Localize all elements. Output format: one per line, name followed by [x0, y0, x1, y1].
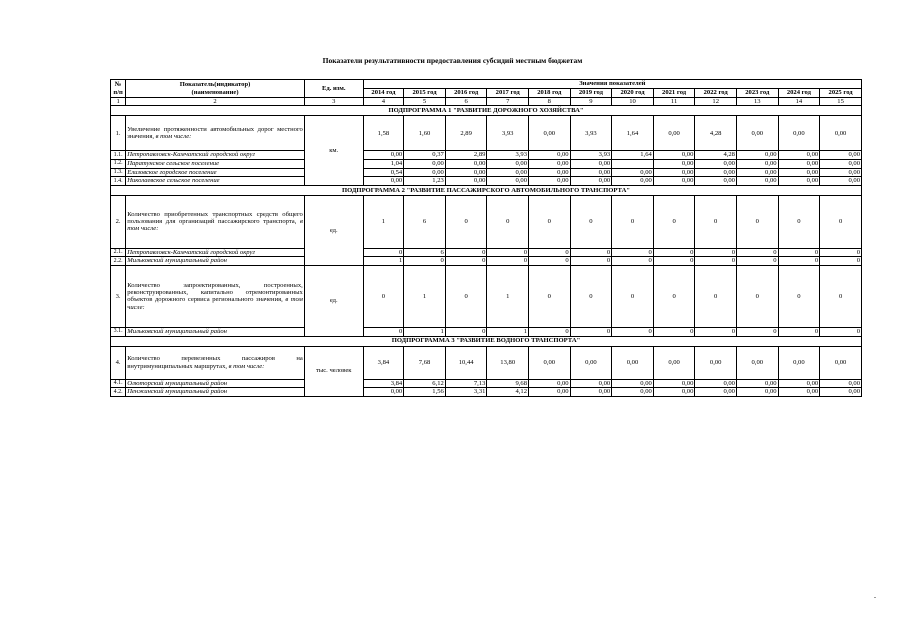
sub-value: 0,00: [612, 168, 654, 177]
sub-value: 3,31: [445, 388, 487, 397]
indicator-value: 0,00: [529, 346, 571, 379]
column-number: 12: [695, 98, 737, 106]
column-number: 1: [111, 98, 126, 106]
section-title: ПОДПРОГРАММА 1 "РАЗВИТИЕ ДОРОЖНОГО ХОЗЯЙСТВА": [111, 106, 862, 116]
indicator-value: 1: [487, 265, 529, 327]
indicator-value: 0,00: [778, 346, 820, 379]
sub-value: 0,00: [778, 168, 820, 177]
indicator-value: 0: [529, 265, 571, 327]
sub-value: 0,00: [736, 177, 778, 186]
indicator-value: 3,93: [570, 116, 612, 151]
sub-value: 0,00: [820, 168, 862, 177]
sub-row-number: 1.3.: [111, 168, 126, 177]
sub-value: 0,00: [778, 379, 820, 388]
sub-value: 2,89: [445, 151, 487, 160]
sub-value: 0: [778, 248, 820, 257]
sub-value: 0: [778, 257, 820, 266]
sub-value: 0,00: [653, 388, 695, 397]
indicators-table: [110, 79, 862, 397]
sub-value: 0,00: [778, 159, 820, 168]
sub-value: 0,00: [820, 177, 862, 186]
sub-value: 7,13: [445, 379, 487, 388]
sub-value: 0,00: [363, 151, 404, 160]
sub-row: [111, 257, 862, 266]
sub-row-number: 1.2.: [111, 159, 126, 168]
scan-speck: [874, 597, 876, 598]
indicator-value: 0: [653, 195, 695, 248]
sub-value: 0: [695, 257, 737, 266]
section-row: [111, 336, 862, 346]
sub-value: 0: [363, 248, 404, 257]
indicator-name: Количество запроектированных, построенных, реконструированных, капитально отремонтированных объектов дорожного сервиса регионального значения, в том числе:: [126, 265, 305, 327]
sub-value: 0,00: [695, 168, 737, 177]
sub-value: 0,00: [570, 168, 612, 177]
indicator-value: 0: [653, 265, 695, 327]
sub-row-number: 1.4.: [111, 177, 126, 186]
sub-value: 0,00: [363, 177, 404, 186]
year-header: 2017 год: [487, 89, 529, 98]
sub-value: 0,00: [570, 388, 612, 397]
sub-value: 4,28: [695, 151, 737, 160]
sub-value: 0: [529, 257, 571, 266]
sub-value: 0,00: [529, 177, 571, 186]
sub-value: 0,54: [363, 168, 404, 177]
indicator-value: 3,93: [487, 116, 529, 151]
unit-cell: ед.: [304, 195, 363, 265]
column-number: 9: [570, 98, 612, 106]
sub-value: 0: [570, 257, 612, 266]
sub-row-number: 4.1.: [111, 379, 126, 388]
indicator-value: 0: [570, 195, 612, 248]
sub-value: 0: [778, 327, 820, 336]
sub-value: 0,00: [736, 151, 778, 160]
indicator-name: Количество приобретенных транспортных средств общего пользования для организаций пассажирского транспорта, в том числе:: [126, 195, 305, 248]
indicator-value: 0,00: [736, 346, 778, 379]
sub-value: 0: [695, 248, 737, 257]
unit-cell: ед.: [304, 265, 363, 336]
colnum-row: [111, 98, 862, 106]
sub-value: 0,00: [529, 151, 571, 160]
including-note: в том числе:: [127, 218, 303, 233]
sub-value: 0,00: [404, 159, 446, 168]
sub-value: 1: [404, 327, 446, 336]
indicator-value: 0: [695, 195, 737, 248]
year-header: 2018 год: [529, 89, 571, 98]
sub-value: 0: [820, 248, 862, 257]
sub-value: 0,00: [695, 177, 737, 186]
sub-value: 0,00: [612, 177, 654, 186]
municipality-name: Мильковский муниципальный район: [126, 257, 305, 266]
sub-value: 0,00: [445, 168, 487, 177]
sub-value: 0,00: [653, 168, 695, 177]
header-row: [111, 80, 862, 89]
sub-value: 0,00: [736, 388, 778, 397]
sub-row: [111, 327, 862, 336]
indicator-value: 4,28: [695, 116, 737, 151]
indicator-value: 0: [778, 265, 820, 327]
sub-value: 0: [612, 327, 654, 336]
sub-value: 0: [820, 257, 862, 266]
indicator-value: 0: [612, 265, 654, 327]
indicator-value: 0: [736, 195, 778, 248]
sub-value: 0: [529, 248, 571, 257]
sub-value: 0: [695, 327, 737, 336]
indicator-row: [111, 116, 862, 151]
column-number: 14: [778, 98, 820, 106]
sub-row-number: 2.2.: [111, 257, 126, 266]
column-number: 8: [529, 98, 571, 106]
indicator-value: 0,00: [570, 346, 612, 379]
sub-value: 1,04: [363, 159, 404, 168]
indicator-value: 0,00: [653, 116, 695, 151]
municipality-name: Елизовское городское поселение: [126, 168, 305, 177]
column-number: 11: [653, 98, 695, 106]
indicator-value: 2,89: [445, 116, 487, 151]
column-number: 13: [736, 98, 778, 106]
indicator-value: 0: [570, 265, 612, 327]
sub-value: 0: [736, 248, 778, 257]
indicator-value: 1,64: [612, 116, 654, 151]
sub-value: 0,00: [736, 159, 778, 168]
indicator-header: Показатель(индикатор) (наименование): [126, 80, 305, 98]
indicator-value: 0,00: [695, 346, 737, 379]
sub-value: 0,00: [529, 159, 571, 168]
sub-value: 0,00: [778, 151, 820, 160]
column-number: 4: [363, 98, 404, 106]
year-header: 2015 год: [404, 89, 446, 98]
values-header: Значения показателей: [363, 80, 861, 89]
indicator-value: 1,58: [363, 116, 404, 151]
sub-value: 0,00: [529, 388, 571, 397]
sub-row: [111, 248, 862, 257]
indicator-value: 0: [695, 265, 737, 327]
sub-value: 0: [820, 327, 862, 336]
sub-value: 1,56: [404, 388, 446, 397]
sub-value: 0: [570, 248, 612, 257]
sub-value: 0,00: [736, 168, 778, 177]
sub-value: 0,00: [404, 168, 446, 177]
year-header: 2014 год: [363, 89, 404, 98]
indicator-value: 0,00: [820, 346, 862, 379]
sub-value: 0,00: [820, 159, 862, 168]
section-title: ПОДПРОГРАММА 3 "РАЗВИТИЕ ВОДНОГО ТРАНСПОРТА": [111, 336, 862, 346]
indicator-value: 0: [820, 265, 862, 327]
sub-value: 0: [653, 257, 695, 266]
indicator-row: [111, 195, 862, 248]
indicator-value: 0: [612, 195, 654, 248]
sub-value: 0: [529, 327, 571, 336]
sub-row: [111, 379, 862, 388]
sub-row: [111, 151, 862, 160]
municipality-name: Мильковский муниципальный район: [126, 327, 305, 336]
indicator-name: Увеличение протяженности автомобильных дорог местного значения, в том числе:: [126, 116, 305, 151]
including-note: в том числе:: [127, 296, 303, 311]
indicator-value: 0: [820, 195, 862, 248]
sub-row: [111, 168, 862, 177]
row-number: 1.: [111, 116, 126, 151]
municipality-name: Пенжинский муниципальный район: [126, 388, 305, 397]
indicator-value: 13,80: [487, 346, 529, 379]
indicator-value: 0,00: [529, 116, 571, 151]
indicator-value: 0,00: [778, 116, 820, 151]
num-header: № п/п: [111, 80, 126, 98]
indicator-row: [111, 346, 862, 379]
sub-value: 0,00: [363, 388, 404, 397]
sub-value: 1,23: [404, 177, 446, 186]
sub-value: 0,00: [820, 151, 862, 160]
sub-value: 0: [487, 248, 529, 257]
indicator-value: 0: [445, 265, 487, 327]
municipality-name: Николаевское сельское поселение: [126, 177, 305, 186]
year-header: 2024 год: [778, 89, 820, 98]
section-row: [111, 106, 862, 116]
sub-value: 0,00: [653, 379, 695, 388]
row-number: 4.: [111, 346, 126, 379]
indicator-value: 3,84: [363, 346, 404, 379]
sub-value: 3,93: [487, 151, 529, 160]
sub-value: 0,00: [820, 379, 862, 388]
sub-value: 0,00: [612, 388, 654, 397]
unit-cell: км.: [304, 116, 363, 185]
column-number: 5: [404, 98, 446, 106]
column-number: 3: [304, 98, 363, 106]
municipality-name: Олюторский муниципальный район: [126, 379, 305, 388]
document-title: Показатели результативности предоставления субсидий местным бюджетам: [322, 56, 583, 65]
municipality-name: Петропавловск-Камчатский городской округ: [126, 248, 305, 257]
sub-value: 0,00: [653, 151, 695, 160]
sub-value: 1: [363, 257, 404, 266]
column-number: 15: [820, 98, 862, 106]
municipality-name: Петропавловск-Камчатский городской округ: [126, 151, 305, 160]
sub-value: 0,00: [736, 379, 778, 388]
row-number: 2.: [111, 195, 126, 248]
sub-value: 3,93: [570, 151, 612, 160]
year-header: 2021 год: [653, 89, 695, 98]
indicator-value: 10,44: [445, 346, 487, 379]
sub-value: 0,00: [487, 159, 529, 168]
including-note: в том числе:: [155, 133, 192, 141]
sub-value: 0: [653, 248, 695, 257]
sub-value: 0,00: [820, 388, 862, 397]
year-header: 2022 год: [695, 89, 737, 98]
sub-value: 0,00: [529, 379, 571, 388]
unit-cell: тыс. человек: [304, 346, 363, 396]
sub-value: 0,00: [653, 159, 695, 168]
indicator-row: [111, 265, 862, 327]
column-number: 10: [612, 98, 654, 106]
sub-value: 0,00: [653, 177, 695, 186]
sub-value: 6,12: [404, 379, 446, 388]
sub-value: 0,00: [445, 177, 487, 186]
sub-value: 0: [445, 257, 487, 266]
sub-row-number: 1.1.: [111, 151, 126, 160]
sub-value: 4,12: [487, 388, 529, 397]
sub-value: 0: [736, 327, 778, 336]
indicator-value: 0: [487, 195, 529, 248]
sub-value: 0,00: [570, 177, 612, 186]
indicator-value: 0: [445, 195, 487, 248]
indicator-value: 6: [404, 195, 446, 248]
indicator-value: 0: [778, 195, 820, 248]
sub-value: 3,84: [363, 379, 404, 388]
sub-value: 0: [487, 257, 529, 266]
sub-row-number: 4.2.: [111, 388, 126, 397]
sub-row: [111, 388, 862, 397]
indicator-value: 0: [363, 265, 404, 327]
column-number: 2: [126, 98, 305, 106]
year-header: 2020 год: [612, 89, 654, 98]
indicator-value: 0,00: [612, 346, 654, 379]
year-header: 2025 год: [820, 89, 862, 98]
sub-value: 0,00: [529, 168, 571, 177]
row-number: 3.: [111, 265, 126, 327]
sub-value: 0,37: [404, 151, 446, 160]
year-header: 2016 год: [445, 89, 487, 98]
sub-row: [111, 177, 862, 186]
sub-value: 0,00: [570, 159, 612, 168]
sub-value: 0,00: [570, 379, 612, 388]
sub-row-number: 3.1.: [111, 327, 126, 336]
indicator-value: 0: [529, 195, 571, 248]
sub-value: 0: [736, 257, 778, 266]
sub-row: [111, 159, 862, 168]
sub-value: 0: [363, 327, 404, 336]
sub-value: 0,00: [695, 379, 737, 388]
column-number: 6: [445, 98, 487, 106]
sub-value: 0,00: [778, 388, 820, 397]
sub-value: 0: [445, 248, 487, 257]
indicator-value: 0,00: [653, 346, 695, 379]
sub-value: 0,00: [487, 168, 529, 177]
indicator-value: 7,68: [404, 346, 446, 379]
sub-value: 0,00: [612, 379, 654, 388]
indicator-value: 1,60: [404, 116, 446, 151]
including-note: в том числе:: [228, 362, 265, 370]
sub-value: 6: [404, 248, 446, 257]
sub-value: 0: [445, 327, 487, 336]
indicator-value: 0,00: [820, 116, 862, 151]
sub-value: 0: [612, 257, 654, 266]
sub-value: 1,64: [612, 151, 654, 160]
indicator-value: 1: [363, 195, 404, 248]
sub-value: 0,00: [695, 388, 737, 397]
sub-value: 1: [487, 327, 529, 336]
unit-header: Ед. изм.: [304, 80, 363, 98]
indicator-value: 1: [404, 265, 446, 327]
sub-value: 0: [570, 327, 612, 336]
sub-value: 0,00: [695, 159, 737, 168]
indicator-value: 0: [736, 265, 778, 327]
sub-value: 0,00: [487, 177, 529, 186]
year-header: 2023 год: [736, 89, 778, 98]
year-header: 2019 год: [570, 89, 612, 98]
indicator-value: 0,00: [736, 116, 778, 151]
sub-value: [612, 159, 654, 168]
municipality-name: Паратунское сельское поселение: [126, 159, 305, 168]
sub-value: 9,68: [487, 379, 529, 388]
sub-value: 0: [653, 327, 695, 336]
sub-row-number: 2.1.: [111, 248, 126, 257]
sub-value: 0,00: [445, 159, 487, 168]
indicator-name: Количество перевезенных пассажиров на внутримуниципальных маршрутах, в том числе:: [126, 346, 305, 379]
sub-value: 0,00: [778, 177, 820, 186]
section-title: ПОДПРОГРАММА 2 "РАЗВИТИЕ ПАССАЖИРСКОГО АВТОМОБИЛЬНОГО ТРАНСПОРТА": [111, 185, 862, 195]
sub-value: 0: [612, 248, 654, 257]
column-number: 7: [487, 98, 529, 106]
sub-value: 0: [404, 257, 446, 266]
section-row: [111, 185, 862, 195]
